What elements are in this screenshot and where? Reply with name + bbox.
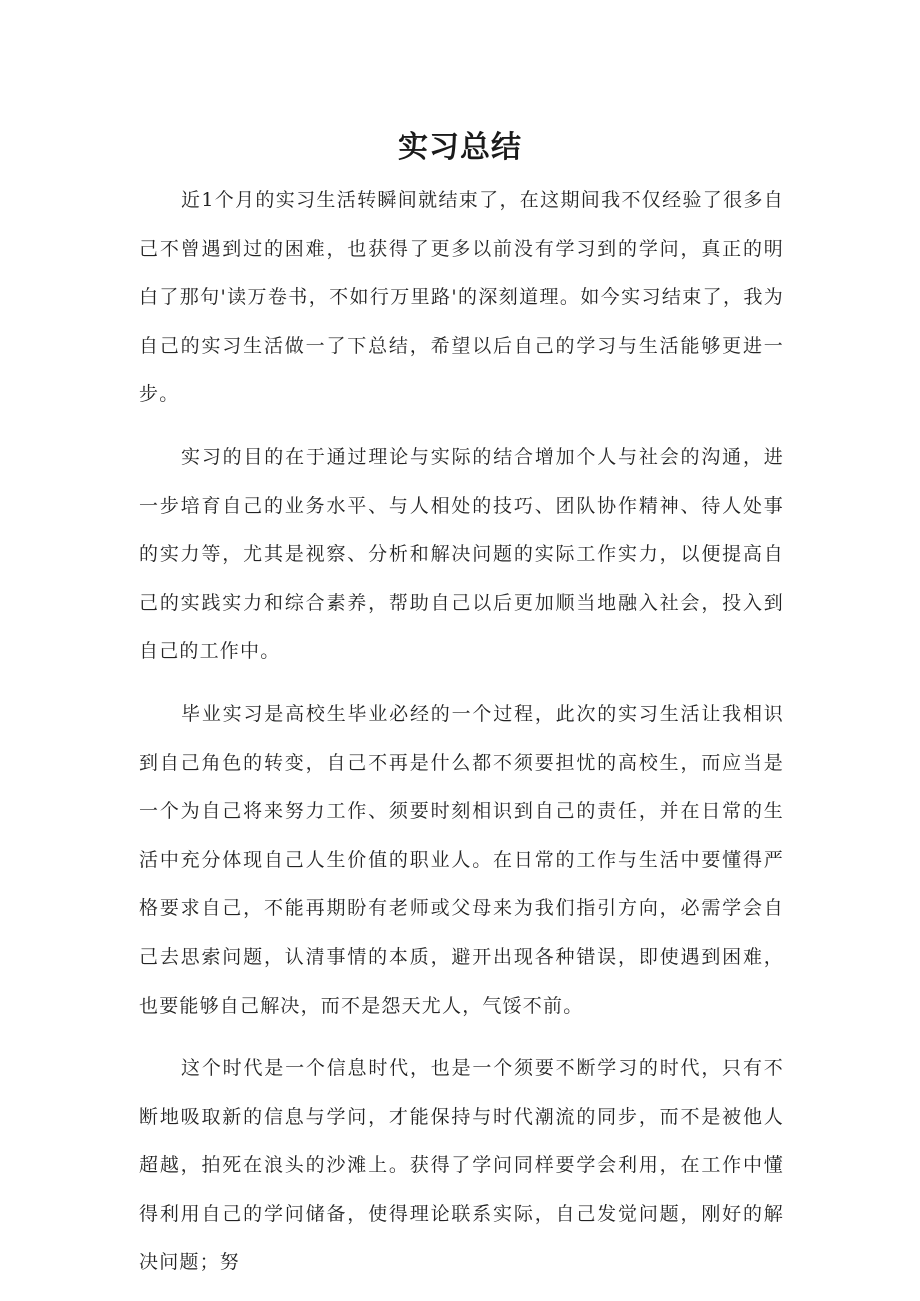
document-title: 实习总结: [398, 130, 522, 165]
paragraph-1: 近1个月的实习生活转瞬间就结束了，在这期间我不仅经验了很多自己不曾遇到过的困难，也获得了更多以前没有学习到的学问，真正的明白了那句'读万卷书，不如行万里路'的深刻道理。如今实习结束了，我为自己的实习生活做一了下总结，希望以后自己的学习与生活能够更进一步。: [139, 189, 784, 406]
paragraph-3: 毕业实习是高校生毕业必经的一个过程，此次的实习生活让我相识到自己角色的转变，自己不再是什么都不须要担忧的高校生，而应当是一个为自己将来努力工作、须要时刻相识到自己的责任，并在日常的生活中充分体现自己人生价值的职业人。在日常的工作与生活中要懂得严格要求自己，不能再期盼有老师或父母来为我们指引方向，必需学会自己去思索问题，认清事情的本质，避开出现各种错误，即使遇到困难，也要能够自己解决，而不是怨天尤人，气馁不前。: [139, 702, 784, 1017]
paragraph-2: 实习的目的在于通过理论与实际的结合增加个人与社会的沟通，进一步培育自己的业务水平、与人相处的技巧、团队协作精神、待人处事的实力等，尤其是视察、分析和解决问题的实际工作实力，以便提高自己的实践实力和综合素养，帮助自己以后更加顺当地融入社会，投入到自己的工作中。: [139, 445, 784, 663]
document-body: [139, 176, 784, 1301]
paragraph-4: 这个时代是一个信息时代，也是一个须要不断学习的时代，只有不断地吸取新的信息与学问，才能保持与时代潮流的同步，而不是被他人超越，拍死在浪头的沙滩上。获得了学问同样要学会利用，在工作中懂得利用自己的学问储备，使得理论联系实际，自己发觉问题，刚好的解决问题；努: [139, 1057, 784, 1274]
